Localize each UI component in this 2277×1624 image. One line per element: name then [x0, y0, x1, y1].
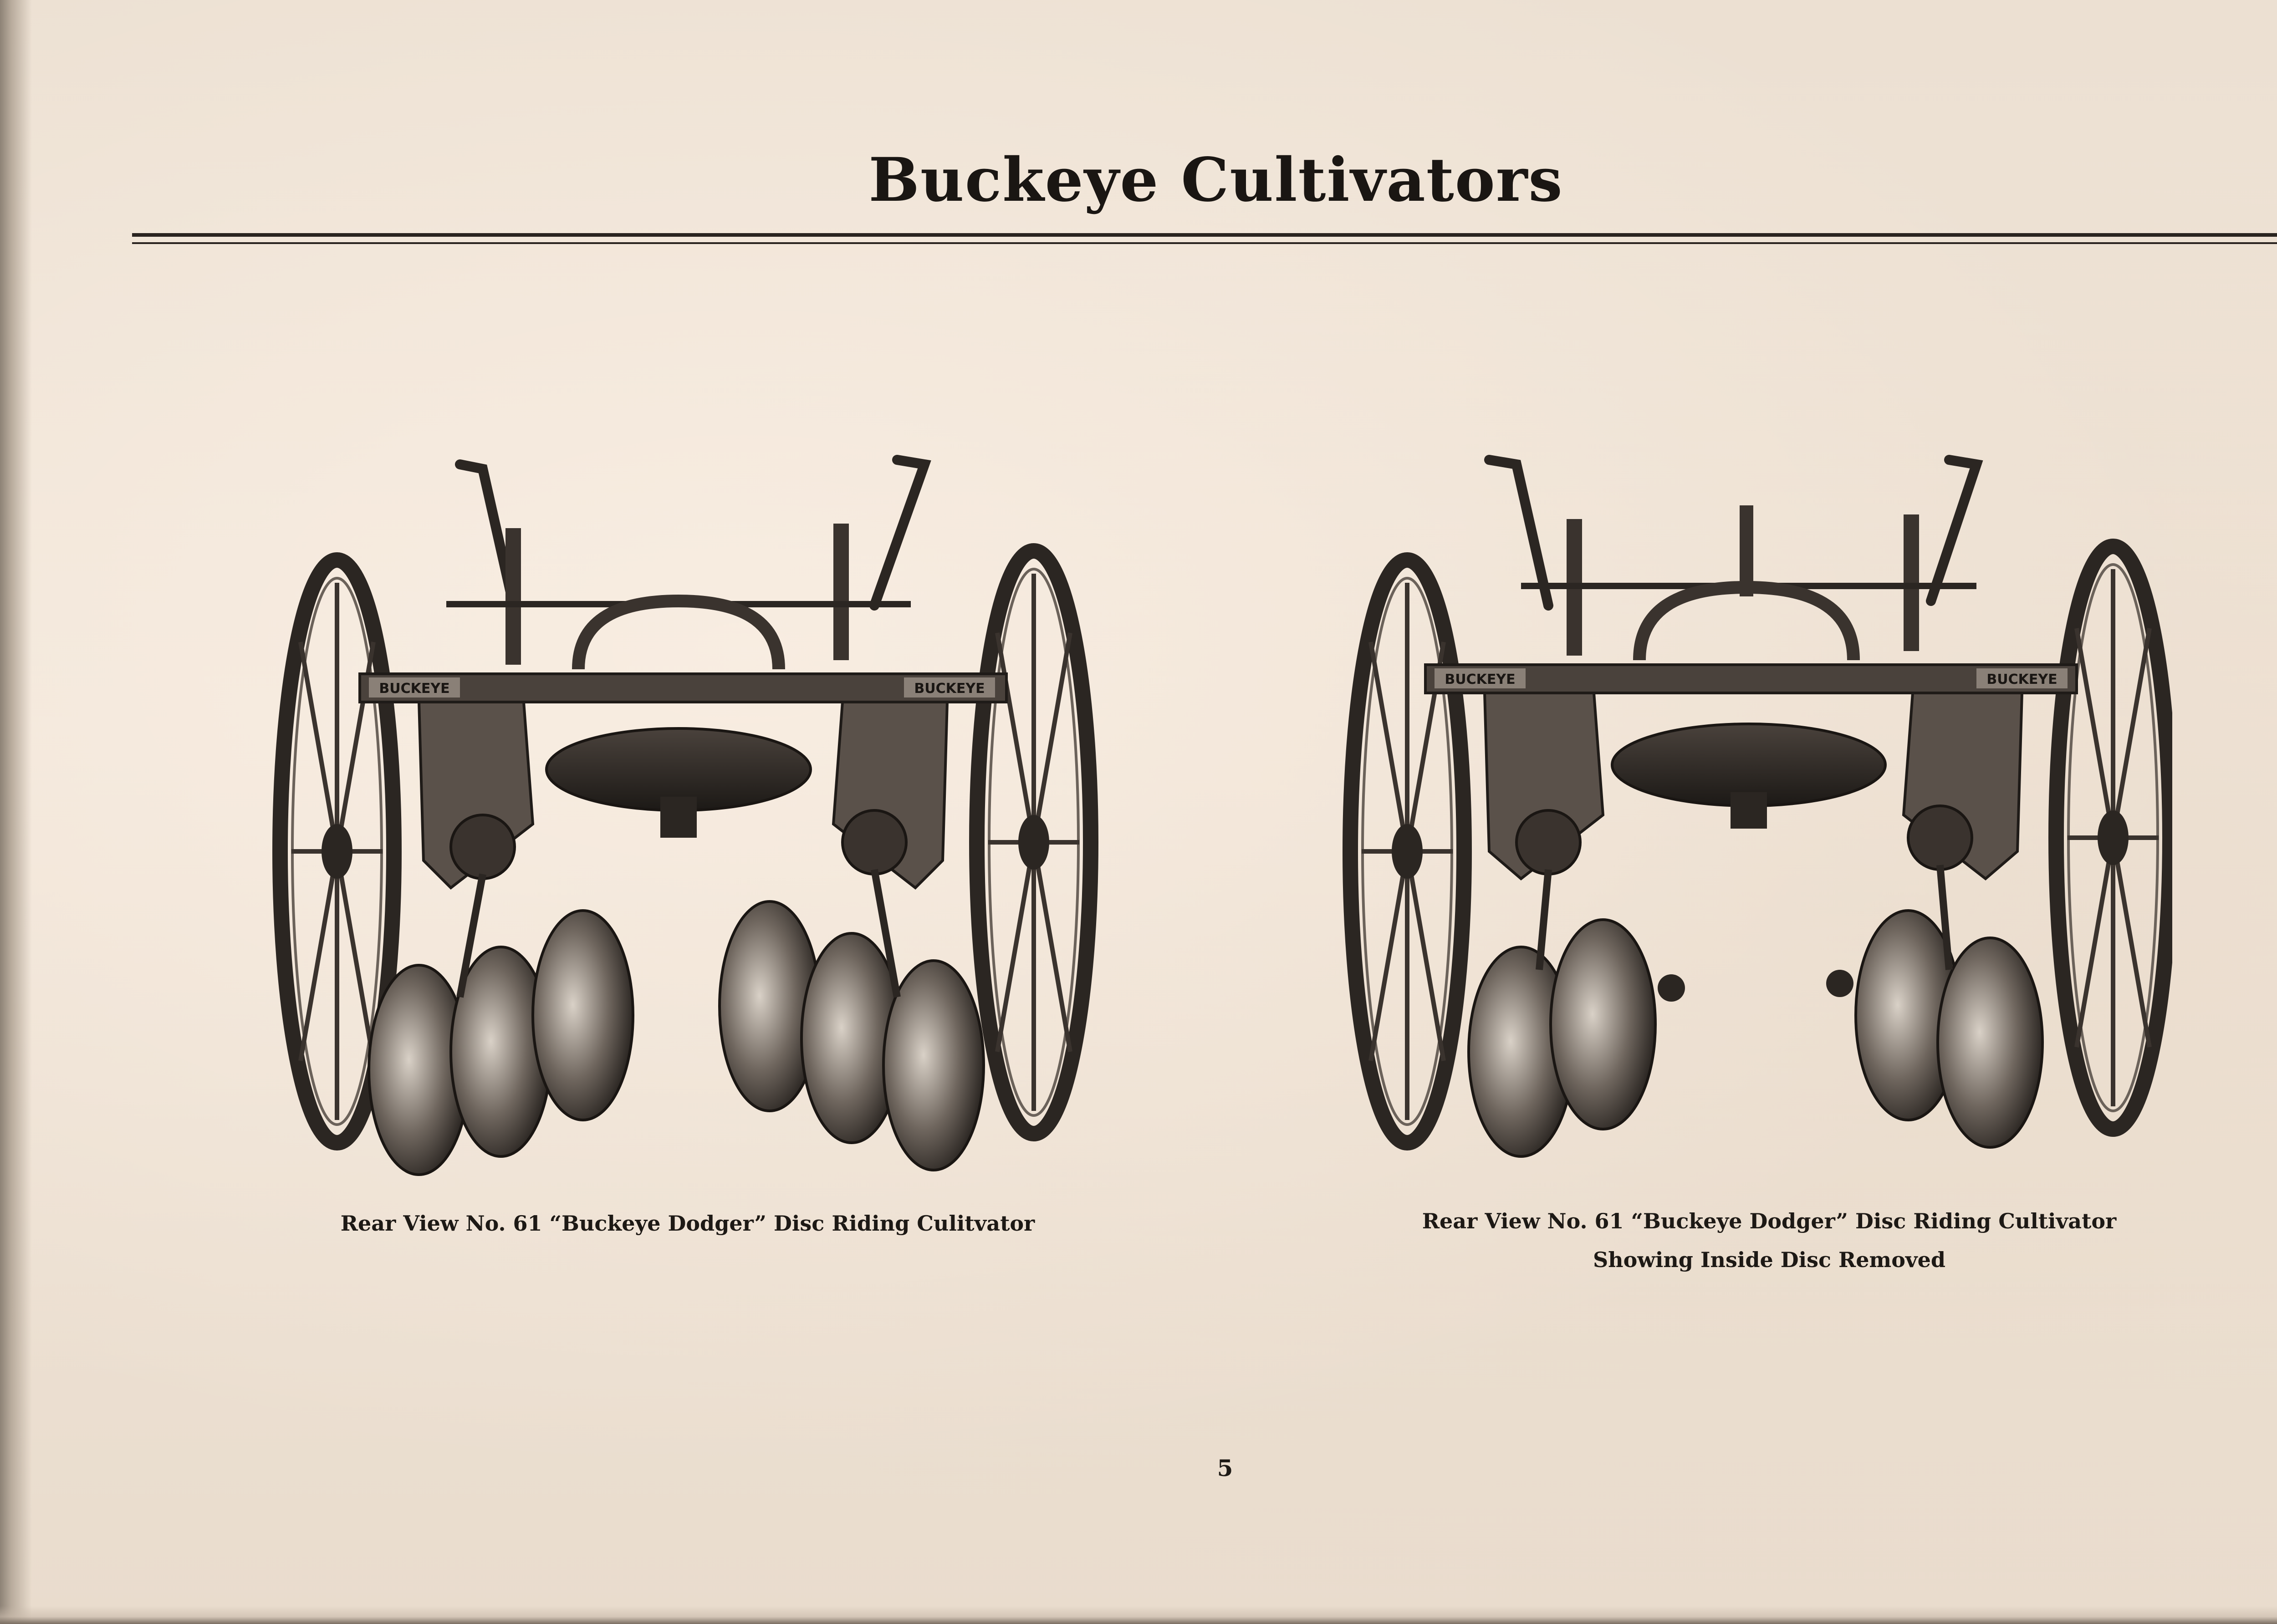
cultivator-illustration-right: [1339, 451, 2172, 1207]
title-rule-thin: [132, 242, 2277, 244]
frame-label-right: BUCKEYE: [914, 681, 985, 697]
disc-gangs: [1469, 911, 2042, 1156]
seat: [1612, 724, 1885, 829]
binding-shadow: [0, 0, 32, 1624]
disc-gangs: [369, 901, 984, 1175]
frame-label-right: BUCKEYE: [1986, 672, 2057, 687]
seat: [546, 728, 811, 838]
page-number: 5: [1217, 1455, 1233, 1481]
wheel-right: [977, 551, 1091, 1134]
figure-caption-left: Rear View No. 61 “Buckeye Dodger” Disc Riding Culitvator: [340, 1211, 1035, 1236]
cultivator-illustration-left: [269, 451, 1102, 1207]
frame-bar: [1425, 665, 2077, 693]
figure-caption-right-line1: Rear View No. 61 “Buckeye Dodger” Disc Riding Cultivator: [1422, 1209, 2117, 1233]
wheel-right: [2056, 546, 2170, 1129]
title-rule-thick: [132, 233, 2277, 237]
control-levers: [460, 460, 924, 610]
page-edge-bottom: [0, 1606, 2277, 1624]
wheel-left: [1350, 560, 1464, 1143]
frame-bar: [360, 674, 1006, 702]
page-title: Buckeye Cultivators: [868, 145, 1563, 215]
figure-caption-right-line2: Showing Inside Disc Removed: [1593, 1247, 1946, 1272]
frame-label-left: BUCKEYE: [1445, 672, 1516, 687]
frame-label-left: BUCKEYE: [379, 681, 450, 697]
